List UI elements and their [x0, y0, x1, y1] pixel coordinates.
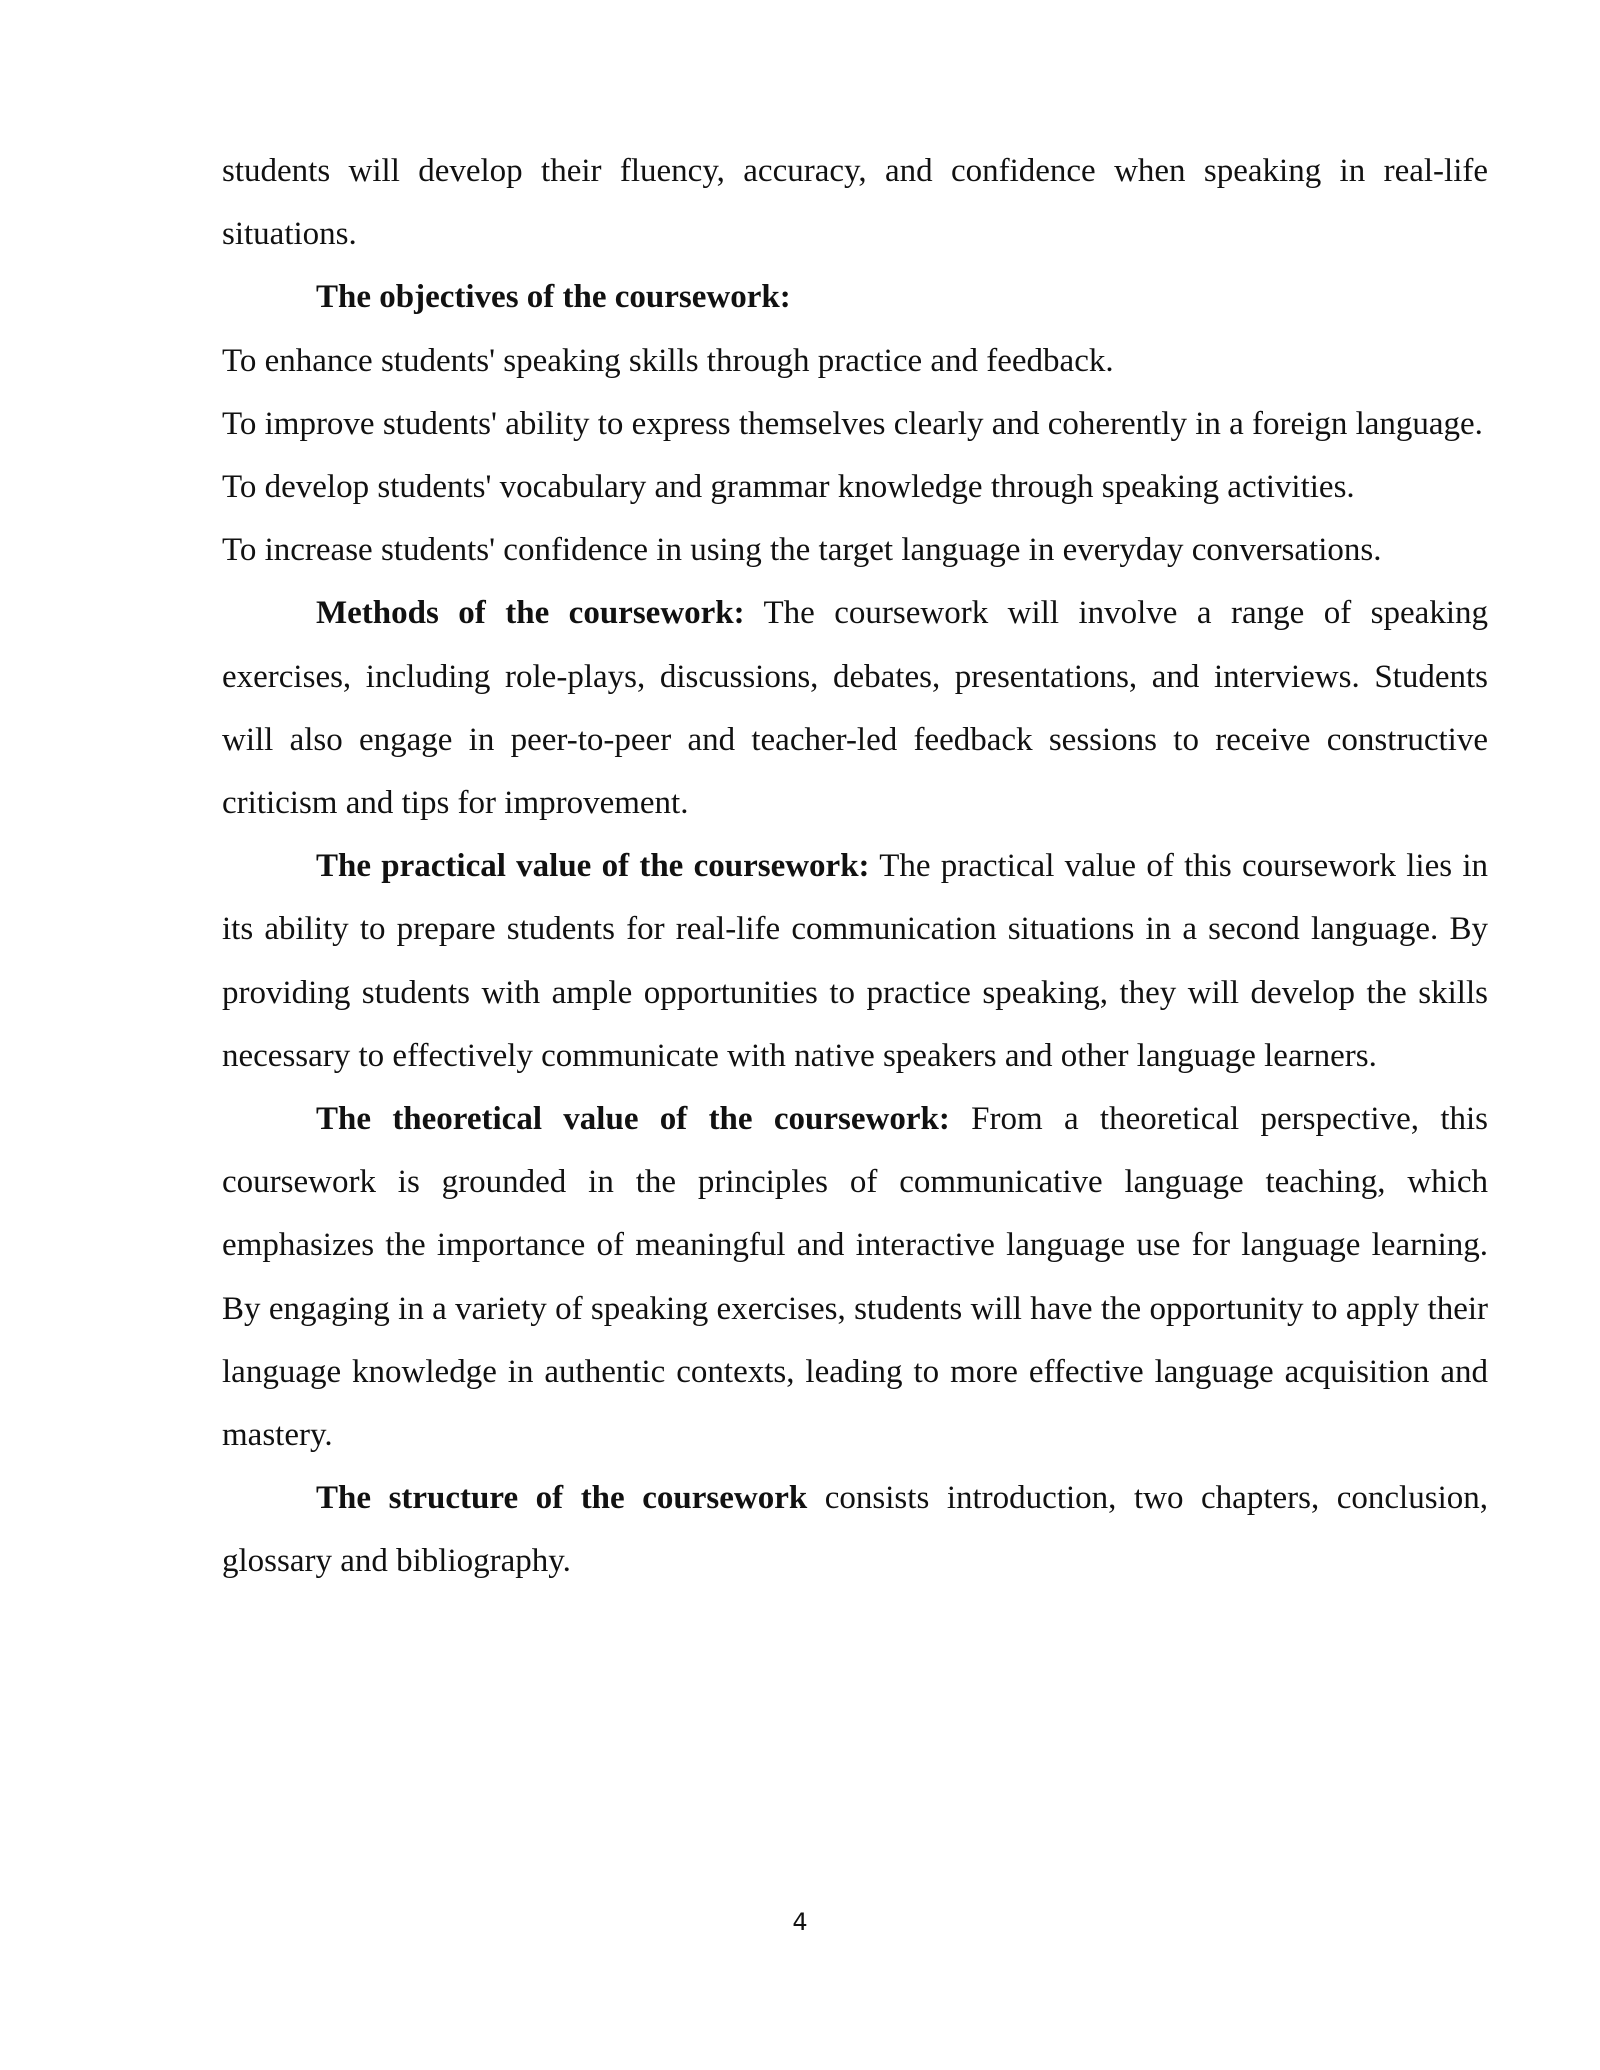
methods-heading: Methods of the coursework: [316, 595, 745, 632]
objectives-heading [222, 266, 1488, 329]
theoretical-value-heading: The theoretical value of the coursework: [316, 1101, 950, 1138]
methods-paragraph [222, 582, 1488, 835]
objective-item: To improve students' ability to express themselves clearly and coherently in a foreign language. [222, 405, 1483, 442]
objective-item: To enhance students' speaking skills through practice and feedback. [222, 342, 1114, 379]
continuation-paragraph: students will develop their fluency, accuracy, and confidence when speaking in real-life situations. [222, 153, 1488, 253]
methods-text: The coursework will involve a range of speaking exercises, including role-plays, discussions, debates, presentations, and interviews. Students will also engage in peer-to-peer and teacher-led feedback sessions to receive constructive criticism and tips for improvement. [222, 595, 1488, 822]
structure-paragraph [222, 1467, 1488, 1593]
practical-value-paragraph [222, 835, 1488, 1088]
structure-heading: The structure of the coursework [316, 1480, 808, 1517]
practical-value-heading: The practical value of the coursework: [316, 848, 870, 885]
theoretical-value-paragraph [222, 1088, 1488, 1467]
objectives-heading-text: The objectives of the coursework: [316, 279, 791, 316]
structure-text: consists introduction, two chapters, conclusion, glossary and bibliography. [222, 1480, 1488, 1580]
page-number: 4 [792, 1908, 808, 1936]
theoretical-value-text: From a theoretical perspective, this coursework is grounded in the principles of communicative language teaching, which emphasizes the importance of meaningful and interactive language use for language learning. By engaging in a variety of speaking exercises, students will have the opportunity to apply their language knowledge in authentic contexts, leading to more effective language acquisition and mastery. [222, 1101, 1488, 1454]
document-page [222, 140, 1488, 1594]
objective-item: To develop students' vocabulary and grammar knowledge through speaking activities. [222, 469, 1355, 506]
practical-value-text: The practical value of this coursework lies in its ability to prepare students for real-life communication situations in a second language. By providing students with ample opportunities to practice speaking, they will develop the skills necessary to effectively communicate with native speakers and other language learners. [222, 848, 1488, 1074]
objective-item: To increase students' confidence in using the target language in everyday conversations. [222, 532, 1382, 569]
